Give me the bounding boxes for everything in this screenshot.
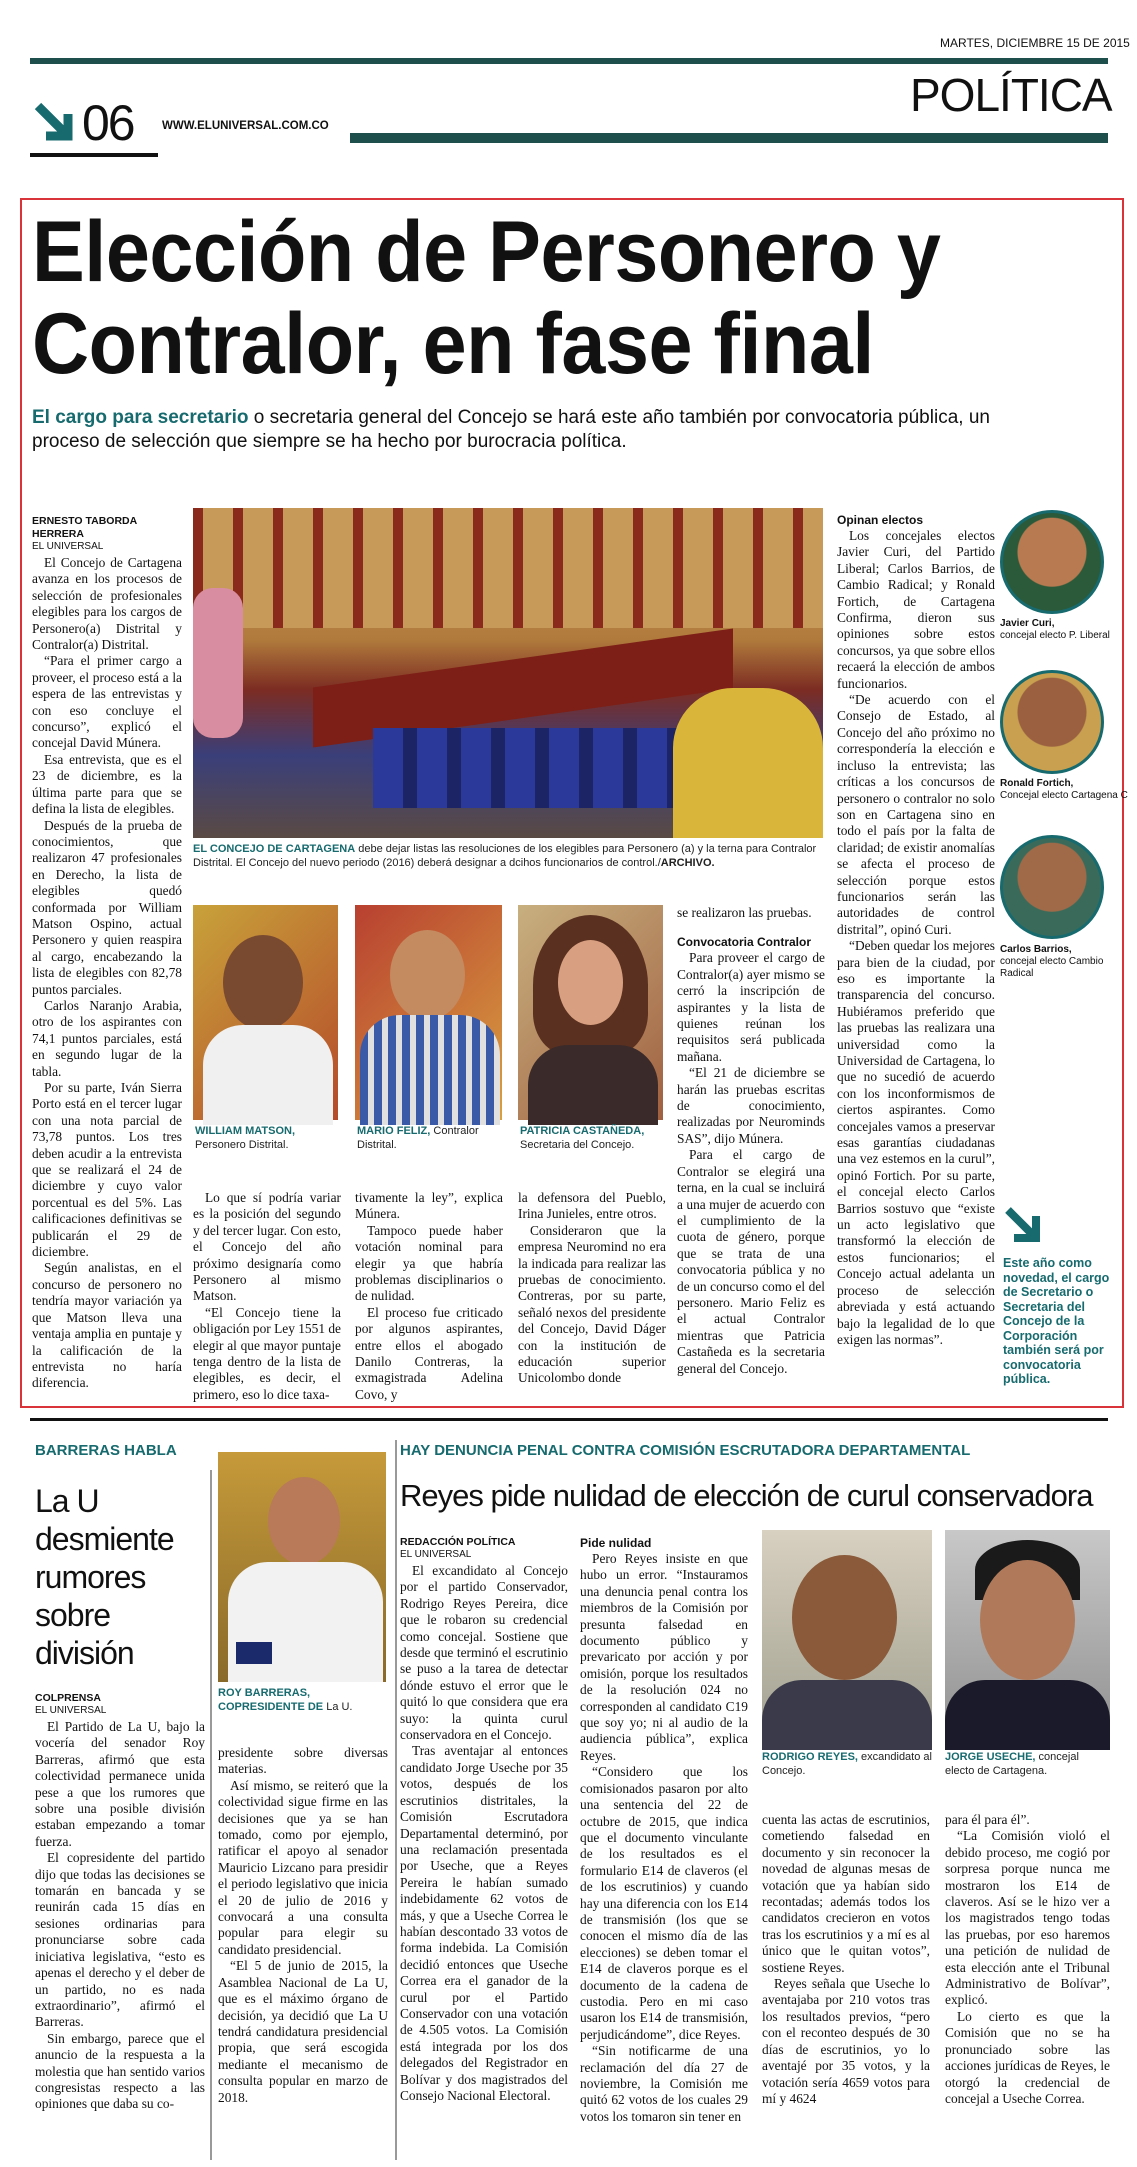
reyes-col-3: cuenta las actas de escrutinios, cometiendo falsedad en documento y sin reconocer la novedad de algunas mesas de votación que ya habían sido recontadas; además todos los candidatos crecieron en votos tras los escrutinios y a mí es al único que le quitan votos”, sostiene Reyes. Reyes señala que Useche lo aventajaba por 210 votos tras los resultados previos, “pero con el reconteo después de 30 días de escrutinios, yo lo aventajé por 35 votos, y la votación sería 4659 votos para mí y 4624 [762,1812,930,2106]
barreras-col-2: presidente sobre diversas materias. Así mismo, se reiteró que la colectividad sigue firme en las decisiones que ya se han tomado, como por ejemplo, ratificar el apoyo al senador Mauricio Lizcano para presidir el periodo legislativo que inicia el 20 de julio de 2016 y convocará a una consulta popular para elegir su candidato presidencial. “El 5 de junio de 2015, la Asamblea Nacional de La U, que es el máximo órgano de decisión, ya decidió que La U tendrá candidatura presidencial propia, que será escogida mediante el mecanismo de consulta popular en marzo de 2018. [218,1745,388,2105]
photo-javier-curi [1000,510,1104,614]
arrow-down-right-icon [34,102,76,144]
section-divider [30,1418,1108,1421]
main-col-4: la defensora del Pueblo, Irina Junieles, entre otros. Consideraron que la empresa Neuromind no era la indicada para realizar las pruebas de conocimiento. Contreras, por su parte, señaló nexos del presidente del Concejo, David Dáger con la institución de educación superior Unicolombo donde [518,1190,666,1386]
issue-date: MARTES, DICIEMBRE 15 DE 2015 [940,36,1130,50]
caption-roy-barreras: ROY BARRERAS, COPRESIDENTE DE La U. [218,1687,353,1713]
barreras-col-1: COLPRENSA EL UNIVERSAL El Partido de La U, bajo la vocería del senador Roy Barreras, afirmó que esta colectividad permanece unida pese a que los rumores que sobre una posible división estaban empezando a tomar fuerza. El copresidente del partido dijo que todas las decisiones se tomarán en bancada y se reunirán cada 15 días en sesiones ordinarias para pronunciarse sobre cada iniciativa legislativa, “esto es apenas el derecho y el deber de un partido, no es nada extraordinario”, afirmó el Barreras. Sin embargo, parece que el anuncio de la respuesta a la molestia que han sentido varios congresistas respecto a las opiniones que daba su co- [35,1692,205,2112]
photo-jorge-useche [945,1530,1110,1745]
main-photo-caption: EL CONCEJO DE CARTAGENA debe dejar listas las resoluciones de los elegibles para Personero (a) y la terna para Contralor Distrital. El Concejo del nuevo periodo (2016) deberá designar a dcihos funcionarios de control./ARCHIVO. [193,843,817,869]
main-col-1: ERNESTO TABORDA HERRERA EL UNIVERSAL El Concejo de Cartagena avanza en los procesos de selección de profesionales elegibles para los cargos de Personero(a) Distrital y Contralor(a) Distrital. “Para el primer cargo a proveer, el proceso está a la espera de las entrevistas y con eso concluye el concurso”, explicó el concejal David Múnera. Esa entrevista, que es el 23 de diciembre, es la última parte para que se defina la lista de elegibles. Después de la prueba de conocimientos, que realizaron 47 profesionales en Derecho, la lista de elegibles quedó conformada por William Matson Ospino, actual Personero y quien reaspira al cargo, encabezando la lista de elegibles con 82,78 puntos parciales. Carlos Naranjo Arabia, otro de los aspirantes con 74,1 puntos parciales, está en segundo lugar de la tabla. Por su parte, Iván Sierra Porto está en el tercer lugar con una nota parcial de 73,78 puntos. Los tres deben acudir a la entrevista que se realizará el 24 de diciembre y cuyo valor porcentual es del 5%. Las calificaciones definitivas se publicarán el 29 de diciembre. Según analistas, en el concurso de personero no tendría mayor variación ya que Matson lleva una ventaja amplia en puntaje y la calificación de la entrevista no haría diferencia. [32,515,182,1391]
website-link[interactable]: WWW.ELUNIVERSAL.COM.CO [162,120,329,132]
header-bar [350,133,1108,143]
portrait-william-matson [193,905,338,1120]
reyes-col-4: para él para él”. “La Comisión violó el debido proceso, me cogió por sorpresa porque nunca me mostraron los E14 de claveros. Así se le hizo ver a los magistrados tengo todas las pruebas, por eso haremos una petición de nulidad de esta elección ante el Tribunal Administrativo de Bolívar”, explicó. Lo cierto es que la Comisión que no se ha pronunciado sobre las acciones jurídicas de Reyes, le otorgó la credencial de concejal a Useche Correa. [945,1812,1110,2106]
main-headline: Elección de Personero y Contralor, en fase final [32,204,941,392]
councilors-column: Javier Curi, concejal electo P. Liberal Ronald Fortich, Concejal electo Cartagena C Carlos Barrios, concejal electo Cambio Radical [1000,510,1110,1130]
page-number-box [30,95,160,158]
portrait-mario-feliz [355,905,502,1120]
photo-roy-barreras [218,1452,386,1682]
page-number: 06 [82,95,134,151]
reyes-kicker: HAY DENUNCIA PENAL CONTRA COMISIÓN ESCRUTADORA DEPARTAMENTAL [400,1442,971,1459]
subhead-opinan: Opinan electos [837,513,924,527]
caption-feliz: MARIO FELIZ, Contralor Distrital. [357,1125,479,1151]
barreras-headline: La U desmiente rumores sobre división [35,1483,174,1671]
caption-castaneda: PATRICIA CASTAÑEDA, Secretaria del Concejo. [520,1125,645,1151]
caption-matson: WILLIAM MATSON, Personero Distrital. [195,1125,295,1151]
main-col-6: Opinan electos Los concejales electos Javier Curi, del Partido Liberal; Carlos Barrios, de Cambio Radical; y Ronald Fortich, de Cartagena Confirma, dieron sus opiniones sobre estos concursos, ya que sobre ellos recaerá la elección de ambos funcionarios. “De acuerdo con el Consejo de Estado, al Concejo del año próximo no correspondería la elección e incluso la entrevista; las críticas a los concursos de personero o contralor no solo son en Cartagena sino en todo el país por la falta de claridad; de existir anomalías se afecta el proceso de selección porque estos funcionarios serán las autoridades de control distrital”, opinó Curi. “Deben quedar los mejores para bien de la ciudad, por eso es importante la transparencia del concurso. Hubiéramos preferido que las pruebas las realizara una universidad como la Universidad de Cartagena, lo que no sucedió de acuerdo con los inconformismos de ciertos aspirantes. Como concejales vamos a preservar esas garantías ciudadanas una vez estemos en la curul”, opinó Fortich. Por su parte, el concejal electo Carlos Barrios sostuvo que “existe un acto legislativo que transformó la elección de estos funcionarios; el Concejo actual adelanta un proceso de selección abreviada y está actuando bajo la legalidad de lo que exigen las normas”. [837,513,995,1347]
reyes-col-1: REDACCIÓN POLÍTICA EL UNIVERSAL El excandidato al Concejo por el partido Conservador, Rodrigo Reyes Pereira, dice que le robaron su credencial como concejal. Sostiene que desde que terminó el escrutinio se puso a la tarea de detectar dónde estuvo el error que le quitó lo que considera que era suyo: la quinta curul conservadora en el Concejo. Tras aventajar al entonces candidato Jorge Useche por 35 votos, después de los escrutinios distritales, la Comisión Escrutadora Departamental determinó, por una reclamación presentada por Useche, que a Reyes Pereira le habían sumado indebidamente 62 votos de más, y que a Useche Correa le habían descontado 33 votos de forma indebida. La Comisión decidió entonces que Useche Correa era el ganador de la curul por el Partido Conservador con una votación de 4.505 votos. La Comisión está integrada por los dos delegados del Registrador en Bolívar y dos magistrados del Consejo Nacional Electoral. [400,1536,568,2103]
top-rule [30,58,1108,64]
reyes-col-2: Pide nulidad Pero Reyes insiste en que hubo un error. “Instauramos una denuncia penal contra los miembros de la Comisión por presunta falsedad en documento público y prevaricato por acción y por omisión, porque los resultados de la resolución 024 no corresponden al candidato C19 que soy yo; ni al audio de la audiencia pública”, explica Reyes. “Considero que los comisionados pasaron por alto una sentencia del 22 de octubre de 2015, que indica que el documento vinculante de los resultados es el formulario E14 de claveros (el de los escrutinios) y cuando hay una diferencia con los E14 de transmisión (los que se conocen el mismo día de las elecciones) se deben tomar el E14 de claveros porque es el documento de la cadena de custodia. Pero en mi caso usaron los E14 de transmisión, perjudicándome”, dice Reyes. “Sin notificarme de una reclamación del día 27 de noviembre, la Comisión me quitó 62 votos de los cuales 29 votos los tomaron sin tener en [580,1536,748,2124]
sidebar-note: Este año como novedad, el cargo de Secretario o Secretaria del Concejo de la Corporación también será por convocatoria pública. [1003,1256,1110,1386]
photo-carlos-barrios [1000,835,1104,939]
photo-rodrigo-reyes [762,1530,932,1745]
caption-rodrigo-reyes: RODRIGO REYES, excandidato al Concejo. [762,1751,932,1777]
council-session-photo [193,508,823,838]
lead-text: El cargo para secretario o secretaria general del Concejo se hará este año también por convocatoria pública, un proceso de selección que siempre se ha hecho por burocracia política. [32,407,990,452]
main-col-5: se realizaron las pruebas. Convocatoria Contralor Para proveer el cargo de Contralor(a) ayer mismo se cerró la inscripción de aspirantes y la lista de quienes reúnan los requisitos será publicada mañana. “El 21 de diciembre se harán las pruebas escritas de conocimiento, realizadas por Neurominds SAS”, dijo Múnera. Para el cargo de Contralor se elegirá una terna, en la cual se incluirá a una mujer de acuerdo con el cumplimiento de la cuota de género, porque que se trata de una convocatoria pública y no de un concurso como el del personero. Mario Feliz es el actual Contralor mientras que Patricia Castañeda es la secretaria general del Concejo. [677,905,825,1376]
main-col-2: Lo que sí podría variar es la posición del segundo y del tercer lugar. Con esto, el Concejo del año próximo designaría como Personero al mismo Matson. “El Concejo tiene la obligación por Ley 1551 de elegir al que mayor puntaje tenga dentro de la lista de elegibles, es decir, el primero, eso lo dice taxa- [193,1190,342,1402]
author: ERNESTO TABORDA HERRERA [32,515,137,540]
photo-ronald-fortich [1000,670,1104,774]
reyes-headline: Reyes pide nulidad de elección de curul conservadora [400,1478,1093,1513]
subhead-convocatoria: Convocatoria Contralor [677,935,812,950]
main-col-3: tivamente la ley”, explica Múnera. Tampoco puede haber votación nominal para elegir ya que habría problemas disciplinarios o de nulidad. El proceso fue criticado por algunos aspirantes, entre ellos el abogado Danilo Contreras, la exmagistrada Adelina Covo, y [355,1190,503,1402]
subhead-pide-nulidad: Pide nulidad [580,1536,652,1550]
caption-jorge-useche: JORGE USECHE, concejal electo de Cartagena. [945,1751,1079,1777]
section-title: POLÍTICA [910,69,1112,121]
barreras-kicker: BARRERAS HABLA [35,1442,177,1459]
portrait-patricia-castaneda [518,905,663,1120]
arrow-down-right-icon [1004,1206,1044,1246]
